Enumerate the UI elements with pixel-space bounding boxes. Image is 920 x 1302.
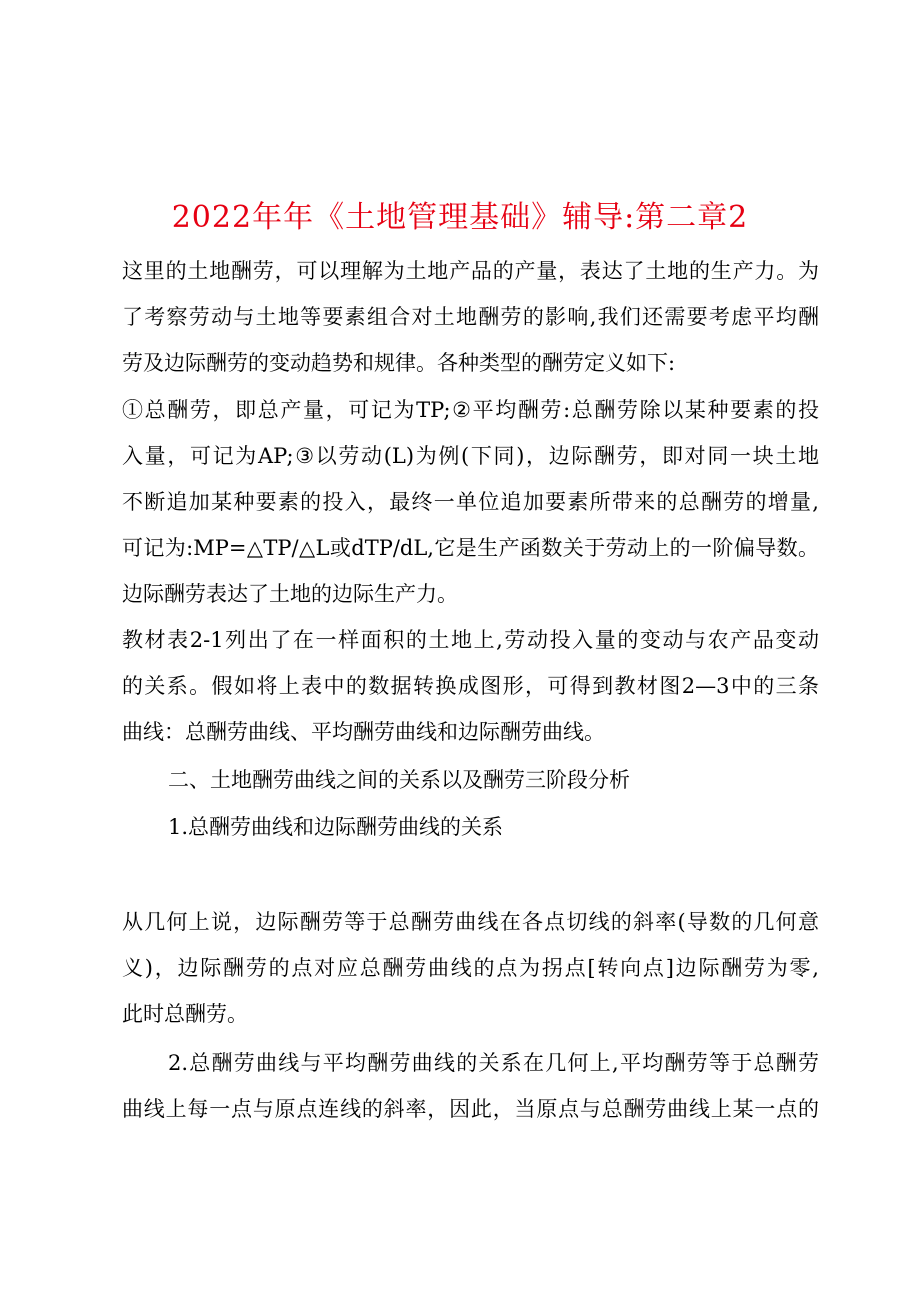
paragraph-line: 可记为:MP=△TP/△L或dTP/dL,它是生产函数关于劳动上的一阶偏导数。 bbox=[122, 536, 819, 560]
paragraph-line: 教材表2-1列出了在一样面积的土地上,劳动投入量的变动与农产品变动 bbox=[122, 628, 819, 652]
document-title: 2022年年《土地管理基础》辅导:第二章2 bbox=[171, 200, 749, 235]
paragraph-line: 了考察劳动与土地等要素组合对土地酬劳的影响,我们还需要考虑平均酬 bbox=[122, 305, 819, 329]
paragraph-line: 劳及边际酬劳的变动趋势和规律。各种类型的酬劳定义如下: bbox=[122, 351, 676, 375]
paragraph-line: 曲线：总酬劳曲线、平均酬劳曲线和边际酬劳曲线。 bbox=[122, 720, 605, 744]
paragraph-line: 不断追加某种要素的投入，最终一单位追加要素所带来的总酬劳的增量, bbox=[122, 490, 819, 514]
paragraph-line: 曲线上每一点与原点连线的斜率，因此，当原点与总酬劳曲线上某一点的 bbox=[122, 1097, 819, 1121]
paragraph-line: ①总酬劳，即总产量，可记为TP;②平均酬劳:总酬劳除以某种要素的投 bbox=[122, 398, 819, 422]
paragraph-line: 这里的土地酬劳，可以理解为土地产品的产量，表达了土地的生产力。为 bbox=[122, 259, 819, 283]
section-heading: 二、土地酬劳曲线之间的关系以及酬劳三阶段分析 bbox=[168, 768, 630, 792]
paragraph-line: 2.总酬劳曲线与平均酬劳曲线的关系在几何上,平均酬劳等于总酬劳 bbox=[168, 1051, 819, 1075]
paragraph-line: 义)，边际酬劳的点对应总酬劳曲线的点为拐点[转向点]边际酬劳为零, bbox=[122, 956, 819, 980]
paragraph-line: 的关系。假如将上表中的数据转换成图形，可得到教材图2—3中的三条 bbox=[122, 674, 819, 698]
paragraph-line: 边际酬劳表达了土地的边际生产力。 bbox=[122, 582, 458, 606]
paragraph-line: 此时总酬劳。 bbox=[122, 1002, 248, 1026]
subsection-heading: 1.总酬劳曲线和边际酬劳曲线的关系 bbox=[168, 815, 504, 839]
paragraph-line: 入量，可记为AP;③以劳动(L)为例(下同)，边际酬劳，即对同一块土地 bbox=[122, 444, 819, 468]
paragraph-line: 从几何上说，边际酬劳等于总酬劳曲线在各点切线的斜率(导数的几何意 bbox=[122, 910, 819, 934]
